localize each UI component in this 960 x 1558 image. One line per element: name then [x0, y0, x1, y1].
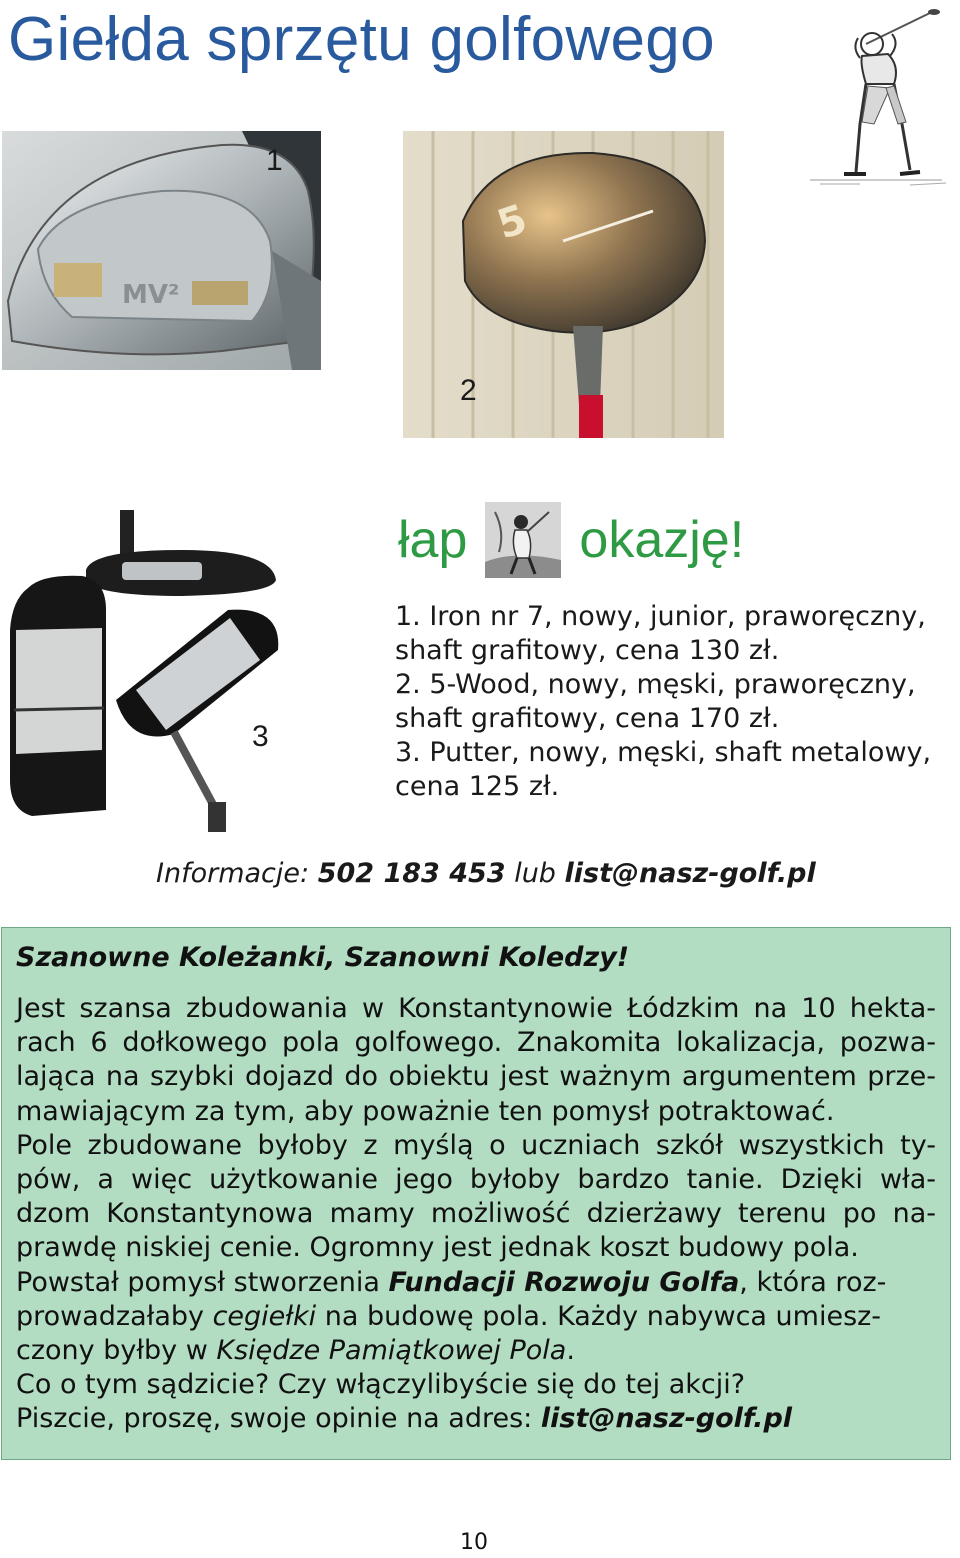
letter-line — [16, 1334, 936, 1368]
offer-item-1 — [395, 600, 955, 668]
offer-item-3 — [395, 736, 955, 804]
foundation-name: Fundacji Rozwoju Golfa — [388, 1266, 740, 1298]
slogan — [398, 502, 744, 578]
offers-list — [395, 600, 955, 804]
slogan-word-2: okazję! — [579, 511, 745, 569]
offer-2-line-1: 2. 5-Wood, nowy, męski, praworęczny, — [395, 669, 916, 700]
offer-3-line-2: cena 125 zł. — [395, 771, 560, 802]
contact-phone: 502 183 453 — [317, 858, 506, 889]
contact-email-link[interactable]: list@nasz-golf.pl — [564, 858, 816, 889]
letter-line — [16, 1300, 936, 1334]
letter-line: prawdę niskiej cenie. Ogromny jest jednak koszt budowy pola. — [16, 1232, 859, 1264]
slogan-word-1: łap — [398, 511, 468, 569]
letter-text: Piszcie, proszę, swoje opinie na adres: — [16, 1403, 541, 1435]
letter-text: prowadzałaby — [16, 1300, 213, 1332]
svg-text:5: 5 — [491, 196, 533, 249]
offer-2-line-2: shaft grafitowy, cena 170 zł. — [395, 703, 780, 734]
golfer-sketch-image — [800, 4, 952, 200]
bricks-term: cegiełki — [212, 1300, 317, 1332]
letter-line: Co o tym sądzicie? Czy włączylibyście się do tej akcji? — [16, 1369, 746, 1401]
offer-3-line-1: 3. Putter, nowy, męski, shaft metalowy, — [395, 737, 932, 768]
letter-line: Pole zbudowane byłoby z myślą o uczniach szkół wszystkich ty- — [16, 1129, 936, 1161]
letter-line: Jest szansa zbudowania w Konstantynowie Łódzkim na 10 hekta- — [16, 993, 936, 1024]
letter-text: , która roz- — [739, 1266, 887, 1298]
putter-club-photo — [2, 510, 284, 832]
golfer-thumbnail-image — [485, 502, 561, 578]
contact-or: lub — [514, 858, 556, 889]
offer-1-line-2: shaft grafitowy, cena 130 zł. — [395, 635, 780, 666]
letter-line — [16, 1266, 936, 1300]
page-number: 10 — [460, 1530, 488, 1555]
offer-item-2 — [395, 668, 955, 736]
letter-line: pów, a więc użytkowanie jego byłoby bardzo tanie. Dzięki wła- — [16, 1164, 936, 1196]
svg-text:MV²: MV² — [122, 280, 180, 310]
letter-text: . — [566, 1335, 575, 1367]
letter-line: rach 6 dołkowego pola golfowego. Znakomita lokalizacja, pozwa- — [16, 1027, 936, 1059]
letter-text: na budowę pola. Każdy nabywca umiesz- — [316, 1300, 882, 1332]
wood-club-photo — [403, 131, 724, 438]
letter-body — [16, 992, 936, 1437]
contact-label: Informacje: — [156, 858, 310, 889]
letter-email-link[interactable]: list@nasz-golf.pl — [540, 1403, 793, 1435]
contact-info — [156, 858, 816, 889]
letter-line — [16, 1402, 936, 1436]
letter-line: mawiającym za tym, aby poważnie ten pomysł potraktować. — [16, 1095, 835, 1127]
memorial-book-term: Księdze Pamiątkowej Pola — [216, 1335, 567, 1367]
letter-greeting: Szanowne Koleżanki, Szanowni Koledzy! — [16, 942, 630, 973]
letter-text: czony byłby w — [16, 1335, 217, 1367]
letter-text: Powstał pomysł stworzenia — [16, 1266, 389, 1298]
letter-line: lająca na szybki dojazd do obiektu jest ważnym argumentem prze- — [16, 1061, 936, 1093]
photo-3-label: 3 — [252, 720, 269, 753]
page-title: Giełda sprzętu golfowego — [8, 5, 715, 74]
letter-line: dzom Konstantynowa mamy możliwość dzierżawy terenu po na- — [16, 1198, 936, 1230]
offer-1-line-1: 1. Iron nr 7, nowy, junior, praworęczny, — [395, 601, 926, 632]
photo-1-label: 1 — [266, 144, 283, 177]
photo-2-label: 2 — [460, 374, 477, 407]
